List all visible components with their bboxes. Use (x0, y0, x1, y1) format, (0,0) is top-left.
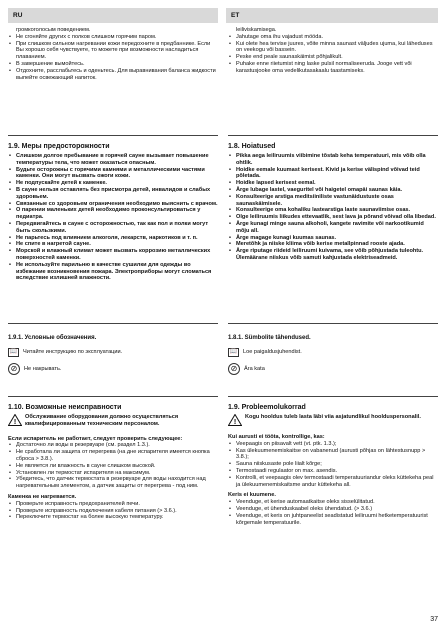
list-item: • Морской и влажный климат может вызвать коррозию металлических поверхностей каменки. (8, 248, 218, 262)
section-title: 1.9. Probleemolukorrad (228, 396, 438, 412)
section-title: 1.8. Hoiatused (228, 135, 438, 151)
list-item: • Ärge riputage riideid leiliruumi kuivama, see võib põhjustada tuleohtu. Ülemäärane niiskus võib samuti kahjustada elektriseadmeid. (228, 248, 438, 262)
list-item: • Связанные со здоровьем ограничения необходимо выяснить с врачом. (8, 201, 218, 208)
section-title: 1.9. Меры предосторожности (8, 135, 218, 151)
symbol-cover-label: Ära kata (244, 365, 265, 372)
paragraph: leiliviskamisega. (236, 27, 277, 33)
subheading: Каменка не нагревается. (8, 493, 77, 500)
list-item: • Hoidke eemale kuumast kerisest. Kivid ja kerise välispind võivad teid põletada. (228, 167, 438, 181)
check-list (228, 441, 438, 489)
paragraph: • Kui olete hea tervise juures, võite minna saunast väljudes ujuma, kui läheduses on veekogu või bassein. (228, 41, 438, 55)
paragraph: • Отдохните, расслабьтесь и оденьтесь. Для выравнивания баланса жидкости выпейте освежающий напиток. (8, 68, 218, 82)
list-item: • Не сработала ли защита от перегрева (на дне испарителя имеется кнопка сброса > 3.8.). (8, 449, 218, 463)
symbol-read-label: Читайте инструкцию по эксплуатации. (23, 348, 123, 355)
symbols-section-et (228, 323, 438, 376)
language-header-et: ET (226, 8, 438, 23)
list-item: • Sauna niiskusaste pole liialt kõrge; (228, 461, 438, 468)
list-item: • Konsulteerige oma kohaliku lastearstiga laste saunaviimise osas. (228, 207, 438, 214)
list-item: • Ärge magage kunagi kuumas saunas. (228, 235, 438, 242)
warning-text: Обслуживание оборудования должно осуществляться квалифицированным техническим персоналом. (25, 414, 179, 427)
check-list (8, 501, 218, 521)
svg-text:!: ! (233, 419, 237, 426)
warning-triangle-icon (8, 414, 22, 426)
list-item: • Не подпускайте детей к каменке. (8, 180, 218, 187)
warnings-section-et (228, 135, 438, 315)
language-header-ru: RU (8, 8, 218, 23)
paragraph: громкоголосым поведением. (16, 27, 91, 33)
book-icon: 📖 (9, 348, 18, 355)
list-item: • Veenduge, et kerise automaatkaitse oleks sisselülitatud. (228, 499, 438, 506)
check-list (8, 442, 218, 490)
list-item: • Veenduge, et keris on juhtpaneelist seadistatud leiliruumi hetketemperatuurist kõrgemale temperatuurile. (228, 513, 438, 527)
column-et (228, 27, 438, 526)
list-item: • Передвигайтесь в сауне с осторожностью, так как пол и полки могут быть скользкими. (8, 221, 218, 235)
safety-section-ru (8, 135, 218, 315)
no-cover-icon: ⊘ (8, 363, 20, 375)
svg-text:!: ! (13, 419, 17, 426)
list-item: • Не парьтесь под влиянием алкоголя, лекарств, наркотиков и т. п. (8, 235, 218, 242)
list-item: • Ärge lubage lastel, vaeguritel või haigetel omapäi saunas käia. (228, 187, 438, 194)
list-item: • Убедитесь, что датчик термостата в резервуаре для воды находится над нагревательным элементом, а датчик защиты от перегрева - под ним. (8, 476, 218, 490)
list-item: • О парении маленьких детей необходимо проконсультироваться у педиатра. (8, 207, 218, 221)
subheading: Если испаритель не работает, следует проверить следующее: (8, 435, 183, 442)
column-ru (8, 27, 218, 521)
list-item: • Слишком долгое пребывание в горячей сауне вызывает повышение температуры тела, что может оказаться опасным. (8, 153, 218, 167)
warnings-list (8, 153, 218, 282)
list-item: • Не является ли влажность в сауне слишком высокой. (8, 463, 218, 470)
list-item: • Будьте осторожны с горячими камнями и металлическими частями каменки. Они могут вызвать ожоги кожи. (8, 167, 218, 181)
page-number: 37 (430, 616, 438, 623)
list-item: • Не используйте парильню в качестве сушилки для одежды во избежание возникновения пожара. Электроприборы могут сломаться вследствие излишней влажности. (8, 262, 218, 282)
list-item: • Kas ülekuumenemiskaitse on vabanenud (aurusti põhjas on lähtestusnupp > 3.8.); (228, 448, 438, 462)
continued-text-et (228, 27, 438, 135)
list-item: • Termostaadi regulaator on max. asendis. (228, 468, 438, 475)
paragraph: • При слишком сильном нагревании кожи передохните в предбаннике. Если Вы хорошо себя чувствуете, то можете при возможности насладиться плаванием. (8, 41, 218, 61)
list-item: • Veenduge, et ühenduskaabel oleks ühendatud. (> 3.6.) (228, 506, 438, 513)
no-cover-icon: ⊘ (228, 363, 240, 375)
paragraph: • Jahutage oma ihu vajadust mööda. (228, 34, 438, 41)
warning-triangle-icon (228, 414, 242, 426)
list-item: • Установлен ли термостат испарителя на максимум. (8, 470, 218, 477)
check-list (228, 499, 438, 526)
paragraph: • Puhake enne riietumist ning laske pulsil normaliseeruda. Jooge vett või karastusjooke oma vedelikutasakaalu taastamiseks. (228, 61, 438, 75)
section-title: 1.10. Возможные неисправности (8, 396, 218, 412)
list-item: • Hoidke lapsed kerisest eemal. (228, 180, 438, 187)
troubleshooting-section-ru (8, 396, 218, 521)
list-item: • Veepaagis on piisavalt vett (vt. ptk. 1.3.); (228, 441, 438, 448)
paragraph: • В завершение вымойтесь. (8, 61, 218, 68)
list-item: • Не спите в нагретой сауне. (8, 241, 218, 248)
list-item: • Проверьте исправность подключения кабеля питания (> 3.6.). (8, 508, 218, 515)
symbols-title: 1.9.1. Условные обозначения. (8, 323, 218, 342)
list-item: • Проверьте исправность предохранителей печи. (8, 501, 218, 508)
troubleshooting-section-et (228, 396, 438, 526)
subheading: Keris ei kuumene. (228, 492, 276, 499)
list-item: • Konsulteerige arstiga meditsiiniliste vastunäidustuste osas saunaskäimisele. (228, 194, 438, 208)
symbol-cover-label: Не накрывать. (24, 365, 62, 372)
continued-text-ru (8, 27, 218, 135)
list-item: • Переключите термостат на более высокую температуру. (8, 514, 218, 521)
warnings-list (228, 153, 438, 262)
subheading: Kui aurusti ei tööta, kontrollige, kas: (228, 434, 325, 440)
paragraph: • Не сгоняйте других с полков слишком горячим паром. (8, 34, 218, 41)
book-icon: 📖 (229, 348, 238, 355)
list-item: • Pikka aega leiliruumis viibimine tõstab keha temperatuuri, mis võib olla ohtlik. (228, 153, 438, 167)
list-item: • Olge leiliruumis liikudes ettevaatlik, sest lava ja põrand võivad olla libedad. (228, 214, 438, 221)
symbols-section-ru (8, 323, 218, 376)
paragraph: • Peske end peale saunaskäimist põhjalikult. (228, 54, 438, 61)
symbols-title: 1.8.1. Sümbolite tähendused. (228, 323, 438, 342)
list-item: • Ärge kunagi minge sauna alkoholi, kangete ravimite või narkootikumid mõju all. (228, 221, 438, 235)
symbol-read-label: Loe paigaldusjuhendist. (243, 348, 302, 355)
warning-text: Kogu hooldus tuleb lasta läbi viia asjatundlikul hoolduspersonalil. (245, 414, 421, 420)
list-item: • Достаточно ли воды в резервуаре (см. раздел 1.3.). (8, 442, 218, 449)
list-item: • Kontrolli, et veepaagis olev termostaadi temperatuuriandur oleks küttekeha peal ja ülekuumenemiskaitsme andur küttekeha all. (228, 475, 438, 489)
list-item: • В сауне нельзя оставлять без присмотра детей, инвалидов и слабых здоровьем. (8, 187, 218, 201)
list-item: • Meretõhk ja niiske kliima võib kerise metallpinnad rooste ajada. (228, 241, 438, 248)
